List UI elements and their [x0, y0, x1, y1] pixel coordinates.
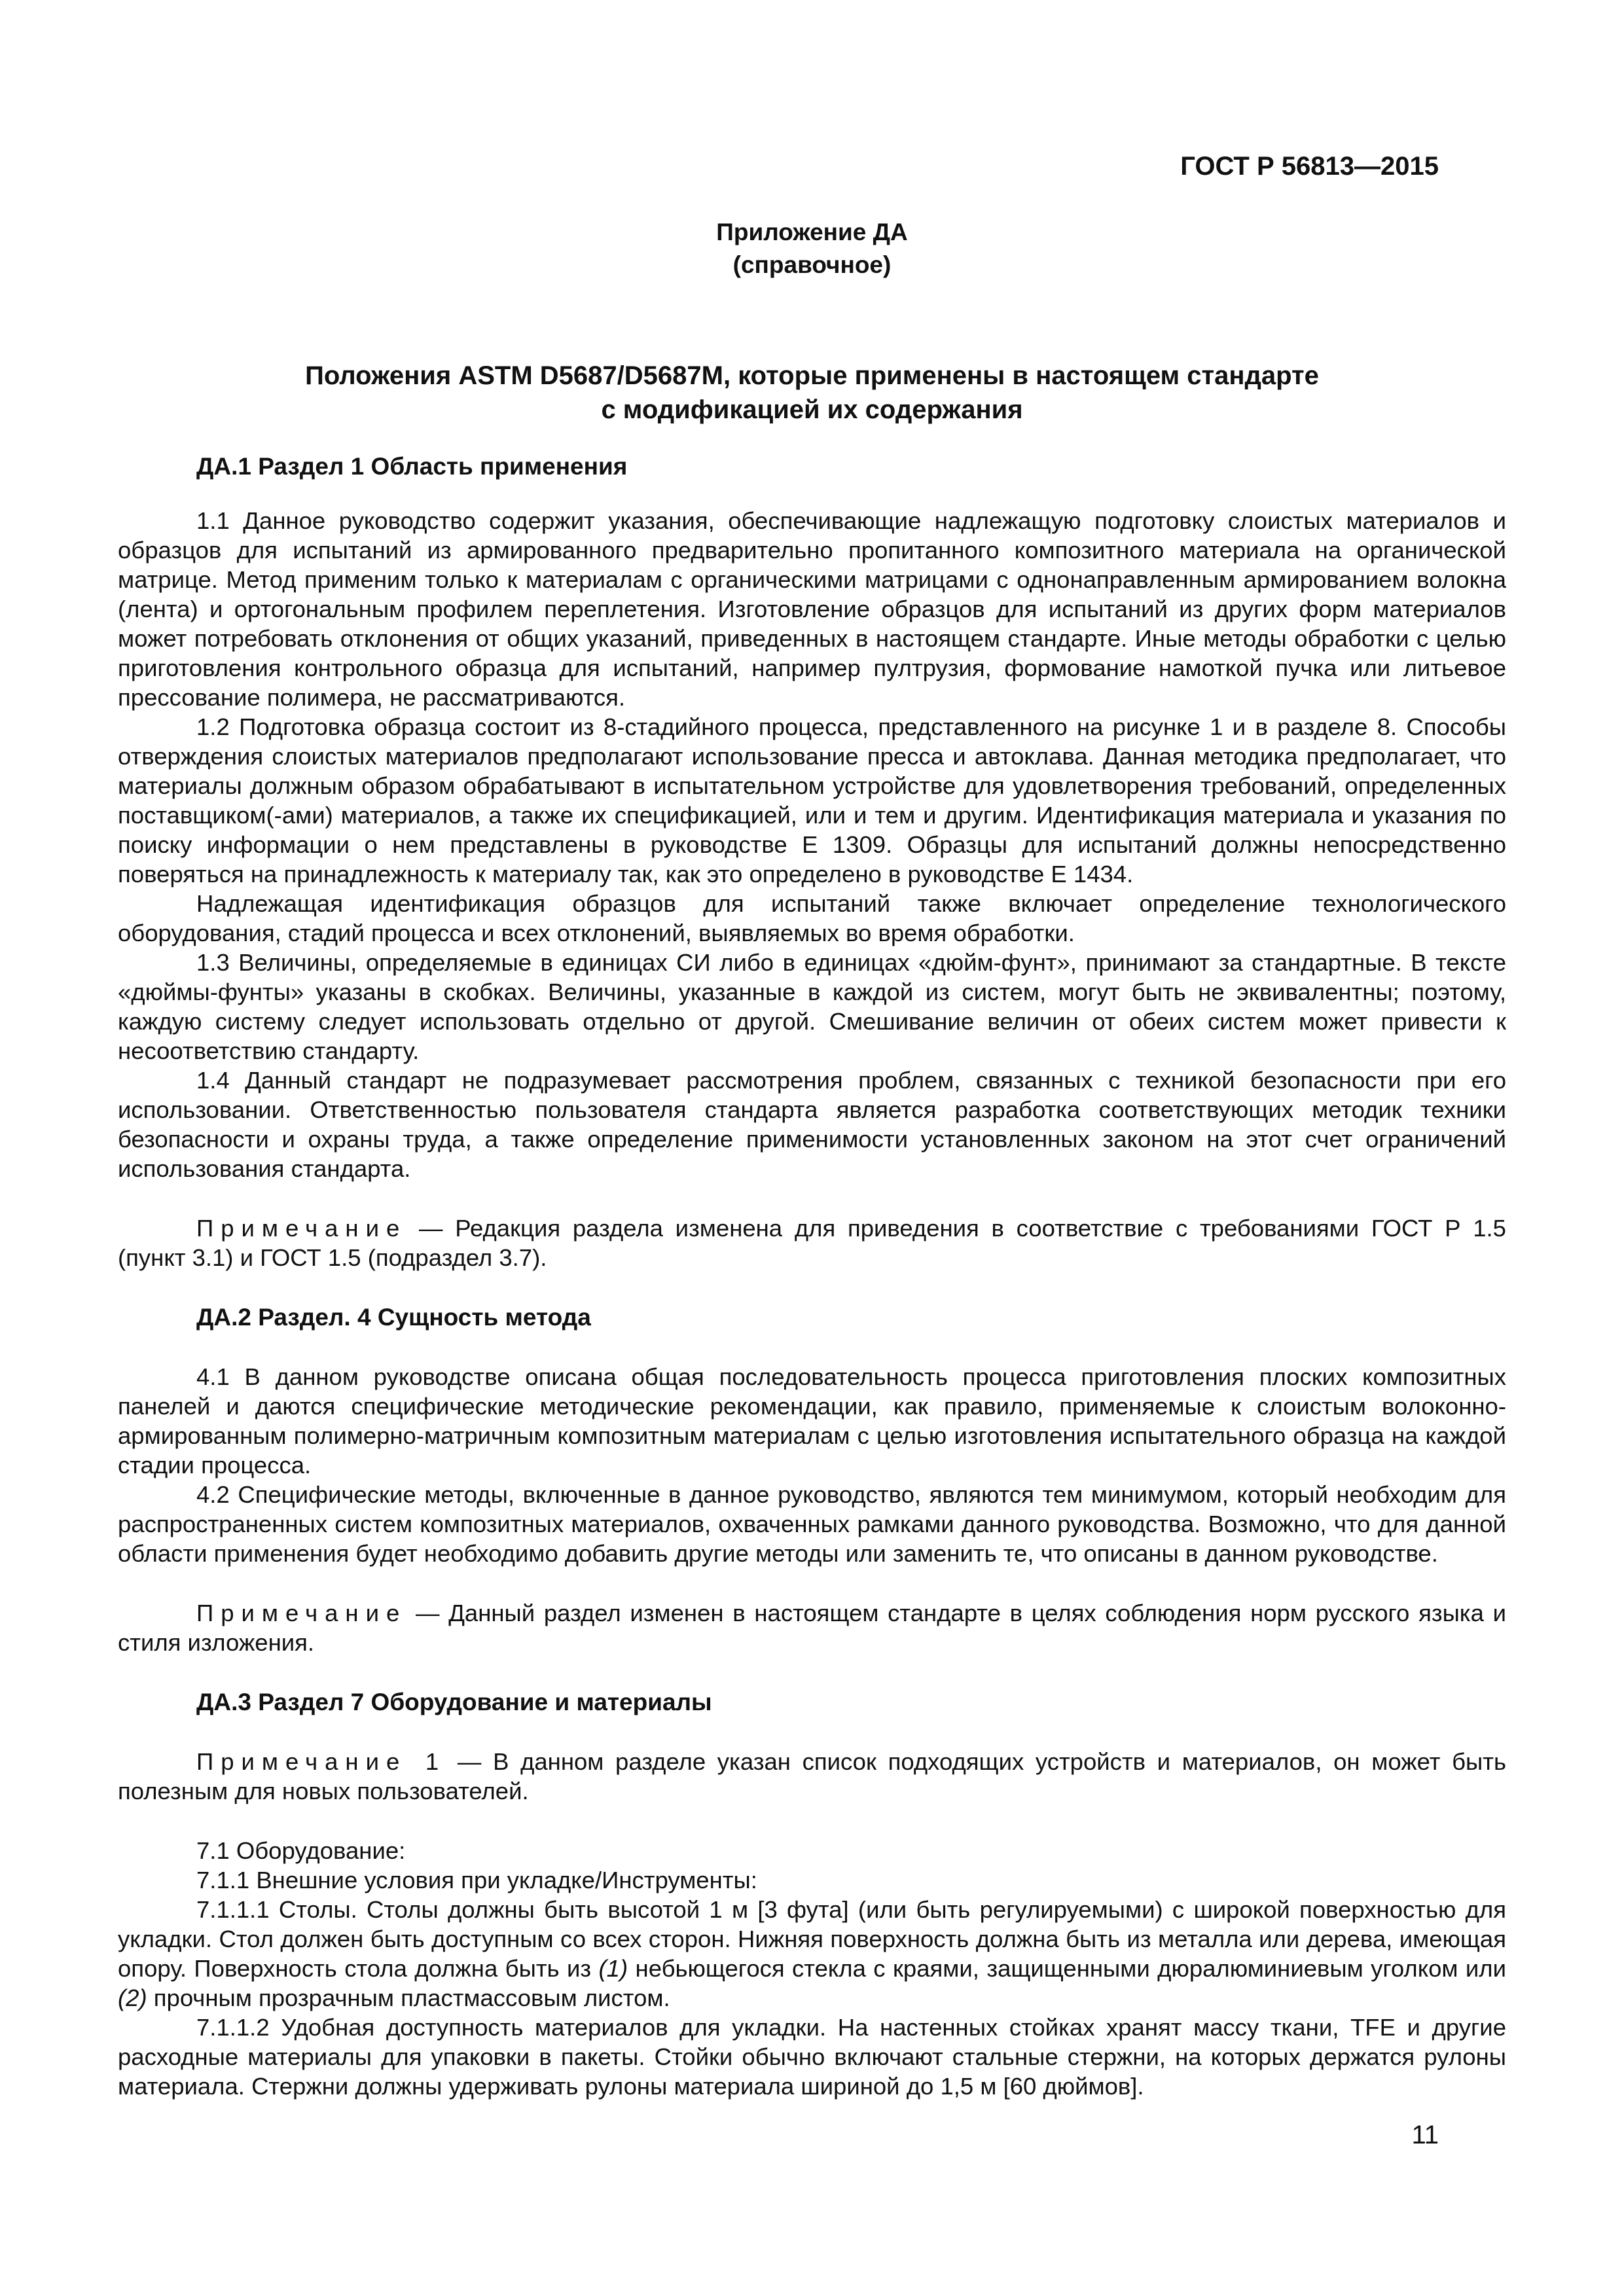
- paragraph-1-2: 1.2 Подготовка образца состоит из 8-стадийного процесса, представленного на рисунке 1 и в разделе 8. Способы отверждения слоистых материалов предполагают использование пресса и автоклава. Данная методика предполагает, что материалы должным образом обрабатывают в испытательном устройстве для удовлетворения требований, определенных поставщиком(-ами) материалов, а также их спецификацией, или и тем и другим. Идентификация материала и указания по поиску информации о нем представлены в руководстве Е 1309. Образцы для испытаний должны непосредственно поверяться на принадлежность к материалу так, как это определено в руководстве Е 1434.: [118, 713, 1506, 888]
- document-body: [118, 452, 1506, 2101]
- note-text: — В данном разделе указан список подходящих устройств и материалов, он может быть полезным для новых пользователей.: [118, 1748, 1506, 1804]
- paragraph-7-1-1-1-part-a: 7.1.1.1 Столы. Столы должны быть высотой 1 м [3 фута] (или быть регулируемыми) с широкой поверхностью для укладки. Стол должен быть доступным со всех сторон. Нижняя поверхность должна быть из металла или дерева, имеющая опору. Поверхность стола должна быть из: [118, 1896, 1506, 1982]
- document-code: ГОСТ Р 56813—2015: [1180, 152, 1439, 181]
- paragraph-7-1-1-1-part-b: небьющегося стекла с краями, защищенными дюралюминиевым уголком или: [628, 1955, 1506, 1982]
- note-text: — Редакция раздела изменена для приведения в соответствие с требованиями ГОСТ Р 1.5 (пункт 3.1) и ГОСТ 1.5 (подраздел 3.7).: [118, 1215, 1506, 1271]
- paragraph-1-4: 1.4 Данный стандарт не подразумевает рассмотрения проблем, связанных с техникой безопасности при его использовании. Ответственностью пользователя стандарта является разработка соответствующих методик техники безопасности и охраны труда, а также определение применимости установленных законом на этот счет ограничений использования стандарта.: [118, 1067, 1506, 1182]
- main-title: [118, 359, 1506, 427]
- note-section-2: [118, 1598, 1506, 1657]
- page-number: 11: [1411, 2121, 1439, 2149]
- paragraph-7-1-1: 7.1.1 Внешние условия при укладке/Инструменты:: [196, 1867, 757, 1893]
- note-section-3: [118, 1747, 1506, 1806]
- note-label: Примечание: [196, 1215, 407, 1242]
- list-marker-2: (2): [118, 1984, 147, 2011]
- paragraph-1-1: 1.1 Данное руководство содержит указания, обеспечивающие надлежащую подготовку слоистых материалов и образцов для испытаний из армированного предварительно пропитанного композитного материала на органической матрице. Метод применим только к материалам с органическими матрицами с однонаправленным армированием волокна (лента) и ортогональным профилем переплетения. Изготовление образцов для испытаний из других форм материалов может потребовать отклонения от общих указаний, приведенных в настоящем стандарте. Иные методы обработки с целью приготовления контрольного образца для испытаний, например пултрузия, формование намоткой пучка или литьевое прессование полимера, не рассматриваются.: [118, 507, 1506, 711]
- paragraph-7-1-1-2: 7.1.1.2 Удобная доступность материалов для укладки. На настенных стойках хранят массу ткани, TFE и другие расходные материалы для упаковки в пакеты. Стойки обычно включают стальные стержни, на которых держатся рулоны материала. Стержни должны удерживать рулоны материала шириной до 1,5 м [60 дюймов].: [118, 2014, 1506, 2100]
- appendix-type: (справочное): [732, 251, 892, 278]
- appendix-title: Приложение ДА: [716, 219, 908, 245]
- note-section-1: [118, 1213, 1506, 1272]
- section-heading-da3: ДА.3 Раздел 7 Оборудование и материалы: [196, 1689, 712, 1715]
- note-label: Примечание 1: [196, 1748, 446, 1775]
- main-title-line2: с модификацией их содержания: [601, 395, 1023, 424]
- paragraph-4-1: 4.1 В данном руководстве описана общая последовательность процесса приготовления плоских композитных панелей и даются специфические методические рекомендации, как правило, применяемые к слоистым волоконно-армированным полимерно-матричным композитным материалам с целью изготовления испытательного образца на каждой стадии процесса.: [118, 1363, 1506, 1479]
- main-title-line1: Положения ASTM D5687/D5687M, которые применены в настоящем стандарте: [305, 361, 1319, 390]
- paragraph-4-2: 4.2 Специфические методы, включенные в данное руководство, являются тем минимумом, который необходим для распространенных систем композитных материалов, охваченных рамками данного руководства. Возможно, что для данной области применения будет необходимо добавить другие методы или заменить те, что описаны в данном руководстве.: [118, 1481, 1506, 1567]
- list-marker-1: (1): [598, 1955, 628, 1982]
- section-heading-da2: ДА.2 Раздел. 4 Сущность метода: [196, 1304, 591, 1331]
- paragraph-7-1: 7.1 Оборудование:: [196, 1837, 406, 1864]
- paragraph-7-1-1-1-part-c: прочным прозрачным пластмассовым листом.: [147, 1984, 670, 2011]
- note-text: — Данный раздел изменен в настоящем стандарте в целях соблюдения норм русского языка и стиля изложения.: [118, 1600, 1506, 1656]
- paragraph-1-3: 1.3 Величины, определяемые в единицах СИ либо в единицах «дюйм-фунт», принимают за стандартные. В тексте «дюймы-фунты» указаны в скобках. Величины, указанные в каждой из систем, могут быть не эквивалентны; поэтому, каждую систему следует использовать отдельно от другой. Смешивание величин от обеих систем может привести к несоответствию стандарту.: [118, 949, 1506, 1064]
- note-label: Примечание: [196, 1600, 407, 1626]
- paragraph-1-2-cont: Надлежащая идентификация образцов для испытаний также включает определение технологического оборудования, стадий процесса и всех отклонений, выявляемых во время обработки.: [118, 890, 1506, 946]
- paragraph-7-1-1-1: [118, 1895, 1506, 2013]
- appendix-header: [0, 216, 1624, 281]
- section-heading-da1: ДА.1 Раздел 1 Область применения: [196, 453, 628, 480]
